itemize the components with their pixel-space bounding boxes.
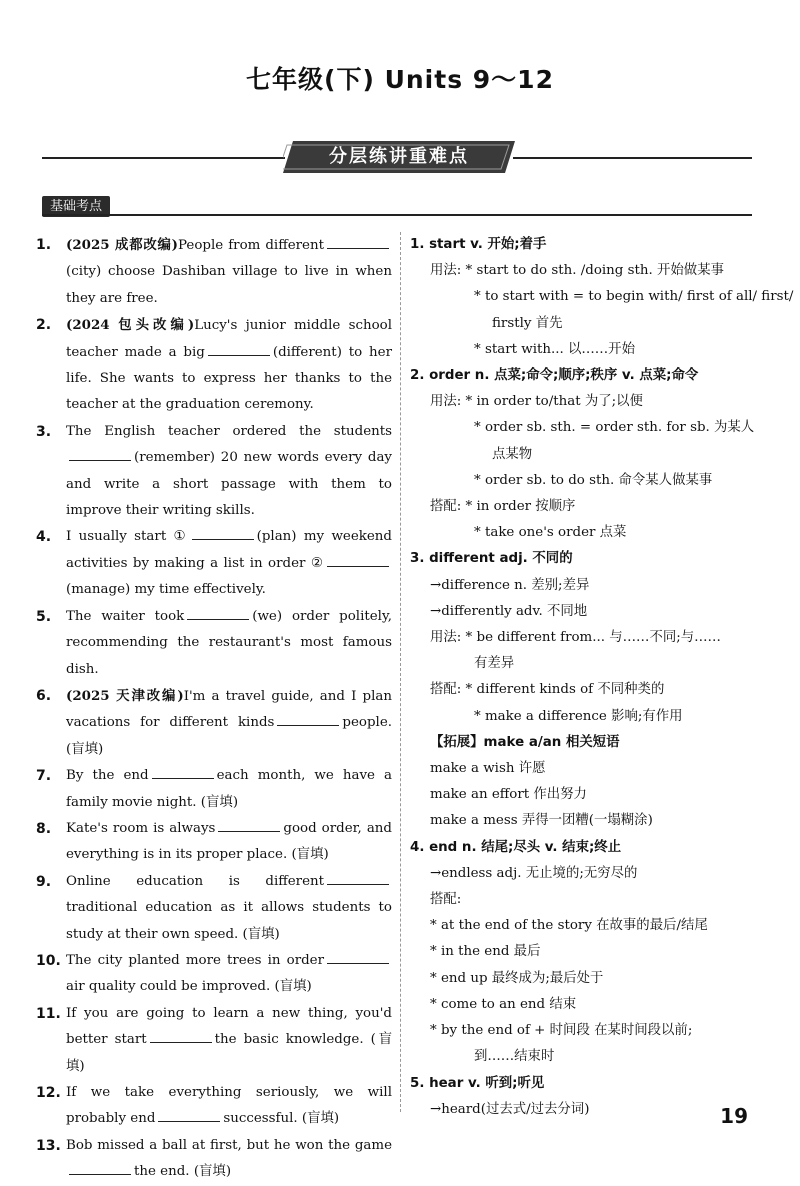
note-line: * take one's order 点菜 xyxy=(474,525,627,541)
answer-blank[interactable] xyxy=(277,710,339,726)
question-text: successful. (盲填) xyxy=(223,1111,340,1127)
question-item xyxy=(36,683,392,763)
question-text: Online education is different xyxy=(66,873,324,889)
question-text: (we) order politely, recommending the restaurant's most famous dish. xyxy=(66,608,392,677)
question-number: 13. xyxy=(36,1137,61,1154)
question-text: air quality could be improved. (盲填) xyxy=(66,979,312,995)
banner-rule-right xyxy=(513,157,752,159)
question-text: the end. (盲填) xyxy=(134,1164,232,1180)
question-number: 7. xyxy=(36,768,52,785)
question-text: good order, and everything is in its proper place. (盲填) xyxy=(66,820,392,863)
question-number: 11. xyxy=(36,1005,61,1022)
question-number: 10. xyxy=(36,952,61,969)
question-source: (2024 包头改编) xyxy=(66,317,195,334)
note-line: * by the end of + 时间段 在某时间段以前; xyxy=(430,1023,693,1039)
question-item xyxy=(36,312,392,419)
question-text: I usually start ① xyxy=(66,529,189,545)
answer-blank[interactable] xyxy=(152,763,214,779)
question-text: the basic knowledge. (盲填) xyxy=(66,1032,392,1074)
page-title: 七年级(下) Units 9～12 xyxy=(246,65,554,94)
note-line: * order sb. to do sth. 命令某人做某事 xyxy=(474,472,713,488)
note-line: * make a difference 影响;有作用 xyxy=(474,708,683,724)
answer-blank[interactable] xyxy=(327,551,389,567)
note-line: * in the end 最后 xyxy=(430,944,541,960)
note-subheading: 【拓展】make a/an 相关短语 xyxy=(430,734,620,750)
question-item xyxy=(36,1001,392,1080)
question-text: I'm a travel guide, and I plan vacations for different kinds xyxy=(66,688,392,731)
answer-blank[interactable] xyxy=(218,816,280,832)
question-number: 3. xyxy=(36,423,52,440)
question-number: 6. xyxy=(36,687,52,704)
question-item xyxy=(36,524,392,603)
note-line: →heard(过去式/过去分词) xyxy=(430,1101,590,1117)
note-line: make a wish 许愿 xyxy=(430,761,546,777)
question-text: traditional education as it allows students to study at their own speed. (盲填) xyxy=(66,900,392,942)
section-tag: 基础考点 xyxy=(42,196,110,217)
note-line: * start with... 以……开始 xyxy=(474,341,635,357)
question-text: Kate's room is always xyxy=(66,820,216,836)
question-item xyxy=(36,604,392,683)
question-text: (city) choose Dashiban village to live in when they are free. xyxy=(66,264,392,306)
question-number: 12. xyxy=(36,1085,61,1101)
banner-rule-left xyxy=(42,157,285,159)
question-item xyxy=(36,419,392,525)
question-text: People from different xyxy=(178,238,324,253)
note-line: 到……结束时 xyxy=(474,1049,555,1065)
question-number: 8. xyxy=(36,820,52,837)
note-line: 搭配: * different kinds of 不同种类的 xyxy=(430,682,665,698)
answer-blank[interactable] xyxy=(208,340,270,356)
answer-blank[interactable] xyxy=(327,869,389,885)
note-line: 点某物 xyxy=(492,446,533,462)
page-number: 19 xyxy=(720,1104,748,1128)
note-heading: 1. start v. 开始;着手 xyxy=(410,237,547,252)
question-item xyxy=(36,763,392,816)
question-text: The English teacher ordered the students xyxy=(66,423,392,439)
question-text: (plan) my weekend activities by making a list in order ② xyxy=(66,529,392,571)
question-text: If you are going to learn a new thing, you'd better start xyxy=(66,1005,392,1048)
question-number: 1. xyxy=(36,237,52,253)
note-line: make an effort 作出努力 xyxy=(430,787,587,803)
question-number: 5. xyxy=(36,608,52,625)
note-line: 用法: * be different from... 与……不同;与…… xyxy=(430,630,721,646)
question-item xyxy=(36,948,392,1001)
question-text: people. (盲填) xyxy=(66,715,392,757)
note-line: make a mess 弄得一团糟(一塌糊涂) xyxy=(430,813,653,829)
question-text: Bob missed a ball at first, but he won the game xyxy=(66,1137,392,1153)
question-number: 9. xyxy=(36,873,52,890)
question-number: 2. xyxy=(36,317,52,334)
note-line: 用法: * start to do sth. /doing sth. 开始做某事 xyxy=(430,263,724,279)
question-text: each month, we have a family movie night. (盲填) xyxy=(66,768,393,810)
question-number: 4. xyxy=(36,529,52,546)
question-text: (different) to her life. She wants to express her thanks to the teacher at the graduation ceremony. xyxy=(66,344,392,413)
note-line: 搭配: * in order 按顺序 xyxy=(430,499,576,515)
note-line: * at the end of the story 在故事的最后/结尾 xyxy=(430,918,708,934)
question-item xyxy=(36,1080,392,1133)
notes-column xyxy=(410,232,794,1123)
question-text: (manage) my time effectively. xyxy=(66,582,266,598)
answer-blank[interactable] xyxy=(69,445,131,461)
question-text: By the end xyxy=(66,768,149,784)
section-rule xyxy=(42,214,752,216)
question-item xyxy=(36,1133,392,1186)
answer-blank[interactable] xyxy=(69,1159,131,1175)
answer-blank[interactable] xyxy=(187,604,249,620)
note-line: * end up 最终成为;最后处于 xyxy=(430,970,604,986)
note-heading: 5. hear v. 听到;听见 xyxy=(410,1075,545,1091)
note-heading: 3. different adj. 不同的 xyxy=(410,551,573,567)
question-text: The city planted more trees in order xyxy=(66,952,324,968)
column-divider xyxy=(400,232,401,1112)
note-line: * order sb. sth. = order sth. for sb. 为某人 xyxy=(474,420,755,436)
question-list xyxy=(36,232,392,1186)
note-heading: 4. end n. 结尾;尽头 v. 结束;终止 xyxy=(410,839,622,855)
note-line: firstly 首先 xyxy=(492,315,563,331)
question-source: (2025 天津改编) xyxy=(66,687,184,704)
question-item xyxy=(36,232,392,312)
question-text: The waiter took xyxy=(66,608,185,624)
note-line: * come to an end 结束 xyxy=(430,996,577,1012)
section-banner xyxy=(283,141,515,173)
note-line: →endless adj. 无止境的;无穷尽的 xyxy=(430,865,638,881)
question-text: If we take everything seriously, we will probably end xyxy=(66,1085,392,1127)
note-line: →differently adv. 不同地 xyxy=(430,603,588,619)
note-line: 有差异 xyxy=(474,656,515,672)
answer-blank[interactable] xyxy=(327,948,389,964)
note-line: 用法: * in order to/that 为了;以便 xyxy=(430,394,643,410)
question-item xyxy=(36,869,392,948)
question-item xyxy=(36,816,392,869)
note-heading: 2. order n. 点菜;命令;顺序;秩序 v. 点菜;命令 xyxy=(410,368,699,384)
answer-blank[interactable] xyxy=(150,1027,212,1043)
answer-blank[interactable] xyxy=(327,233,389,249)
answer-blank[interactable] xyxy=(158,1106,220,1122)
answer-blank[interactable] xyxy=(192,524,254,540)
note-line: 搭配: xyxy=(430,892,462,908)
note-line: * to start with = to begin with/ first of all/ first/ xyxy=(474,289,794,305)
note-line: →difference n. 差别;差异 xyxy=(430,577,590,593)
question-text: (remember) 20 new words every day and write a short passage with them to improve their writing skills. xyxy=(66,450,392,519)
banner-label: 分层练讲重难点 xyxy=(329,146,469,167)
question-source: (2025 成都改编) xyxy=(66,237,179,253)
question-text: Lucy's junior middle school teacher made a big xyxy=(66,318,392,360)
